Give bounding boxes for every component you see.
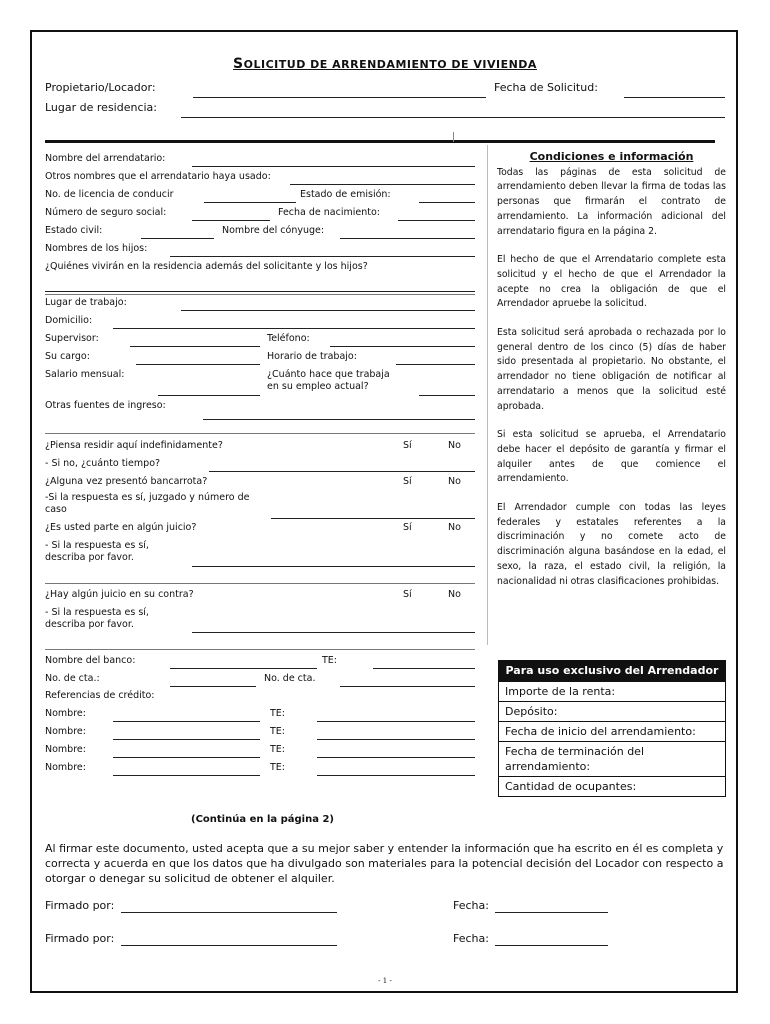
- ref-te-field[interactable]: [317, 739, 475, 740]
- supervisor-field[interactable]: [130, 346, 260, 347]
- stay-yes[interactable]: Sí: [403, 440, 412, 451]
- credit-refs-label: Referencias de crédito:: [45, 690, 155, 701]
- issue-state-label: Estado de emisión:: [300, 189, 391, 200]
- deposit-row[interactable]: Depósito:: [499, 701, 725, 721]
- ref-name-label: Nombre:: [45, 726, 86, 737]
- lawsuit-yes[interactable]: Sí: [403, 522, 412, 533]
- salary-label: Salario mensual:: [45, 369, 125, 380]
- spouse-field[interactable]: [340, 238, 475, 239]
- residence-field[interactable]: [181, 117, 725, 118]
- landlord-only-box: [498, 660, 726, 797]
- tenant-name-field[interactable]: [192, 166, 475, 167]
- signature-date-field[interactable]: [495, 945, 608, 946]
- page-number: - 1 -: [378, 977, 392, 985]
- other-names-field[interactable]: [290, 184, 475, 185]
- conditions-p4: Si esta solicitud se aprueba, el Arrendatario debe hacer el depósito de garantía y firmar el alquiler antes de que comience el arrendamiento.: [497, 429, 726, 485]
- ref-te-field[interactable]: [317, 721, 475, 722]
- occupants-label: ¿Quiénes vivirán en la residencia además del solicitante y los hijos?: [45, 261, 368, 272]
- ssn-label: Número de seguro social:: [45, 207, 167, 218]
- header-divider: [45, 140, 715, 143]
- court-field[interactable]: [271, 518, 475, 519]
- work-address-label: Domicilio:: [45, 315, 93, 326]
- position-label: Su cargo:: [45, 351, 90, 362]
- work-hours-field[interactable]: [396, 364, 475, 365]
- other-income-label: Otras fuentes de ingreso:: [45, 400, 166, 411]
- ref-name-label: Nombre:: [45, 744, 86, 755]
- issue-state-field[interactable]: [419, 202, 475, 203]
- ref-te-label: TE:: [270, 744, 286, 755]
- other-names-label: Otros nombres que el arrendatario haya usado:: [45, 171, 271, 182]
- stay-question: ¿Piensa residir aquí indefinidamente?: [45, 440, 223, 451]
- ref-name-label: Nombre:: [45, 708, 86, 719]
- judgment-describe-field[interactable]: [192, 632, 475, 633]
- salary-field[interactable]: [158, 395, 260, 396]
- bank-te-label: TE:: [322, 655, 338, 666]
- how-long-field[interactable]: [209, 471, 475, 472]
- lawsuit-no[interactable]: No: [448, 522, 461, 533]
- ref-name-field[interactable]: [113, 775, 260, 776]
- tenure-label-2: en su empleo actual?: [267, 381, 369, 392]
- supervisor-label: Supervisor:: [45, 333, 99, 344]
- work-address-field[interactable]: [113, 328, 475, 329]
- bank-te-field[interactable]: [373, 668, 475, 669]
- signed-by-label: Firmado por:: [45, 899, 115, 912]
- page-title: SOLICITUD DE ARRENDAMIENTO DE VIVIENDA: [233, 56, 537, 72]
- judgment-no[interactable]: No: [448, 589, 461, 600]
- continue-note: (Continúa en la página 2): [191, 814, 334, 825]
- tenure-field[interactable]: [419, 395, 475, 396]
- lease-start-row[interactable]: Fecha de inicio del arrendamiento:: [499, 721, 725, 741]
- application-date-label: Fecha de Solicitud:: [494, 81, 598, 94]
- ref-te-label: TE:: [270, 762, 286, 773]
- ref-te-label: TE:: [270, 726, 286, 737]
- account-label: No. de cta.:: [45, 673, 100, 684]
- tenure-label-1: ¿Cuánto hace que trabaja: [267, 369, 390, 380]
- lease-end-row[interactable]: Fecha de terminación del arrendamiento:: [499, 741, 725, 776]
- signature-date-label: Fecha:: [453, 899, 489, 912]
- tenant-name-label: Nombre del arrendatario:: [45, 153, 166, 164]
- occupants-count-row[interactable]: Cantidad de ocupantes:: [499, 776, 725, 796]
- work-hours-label: Horario de trabajo:: [267, 351, 357, 362]
- civil-status-label: Estado civil:: [45, 225, 103, 236]
- bankruptcy-question: ¿Alguna vez presentó bancarrota?: [45, 476, 208, 487]
- ref-name-label: Nombre:: [45, 762, 86, 773]
- judgment-yes[interactable]: Sí: [403, 589, 412, 600]
- bankruptcy-yes[interactable]: Sí: [403, 476, 412, 487]
- rent-amount-row[interactable]: Importe de la renta:: [499, 681, 725, 701]
- stay-no[interactable]: No: [448, 440, 461, 451]
- conditions-p5: El Arrendador cumple con todas las leyes federales y estatales referentes a la discriminación y no comete acto de discriminación alguna basándose en la edad, el sexo, la raza, el estado civil, la religión, la nacionalidad ni otras clasificaciones prohibidas.: [497, 502, 726, 587]
- lawsuit-question: ¿Es usted parte en algún juicio?: [45, 522, 197, 533]
- application-date-field[interactable]: [624, 97, 725, 98]
- occupants-field[interactable]: [45, 291, 475, 292]
- other-income-field[interactable]: [203, 419, 475, 420]
- account-field[interactable]: [170, 686, 256, 687]
- civil-status-field[interactable]: [141, 238, 214, 239]
- lawsuit-describe-2: describa por favor.: [45, 552, 134, 563]
- conditions-p2: El hecho de que el Arrendatario complete esta solicitud y el hecho de que el Arrendador la acepte no crea la obligación de que el Arrendador apruebe la solicitud.: [497, 254, 726, 310]
- children-field[interactable]: [170, 256, 475, 257]
- workplace-label: Lugar de trabajo:: [45, 297, 127, 308]
- owner-label: Propietario/Locador:: [45, 81, 156, 94]
- account2-label: No. de cta.: [264, 673, 316, 684]
- ref-te-field[interactable]: [317, 775, 475, 776]
- conditions-p1: Todas las páginas de esta solicitud de arrendamiento deben llevar la firma de todas las personas que firmarán el contrato de arrendamiento. La información adicional del arrendatario figura en la página 2.: [497, 166, 726, 237]
- account2-field[interactable]: [340, 686, 475, 687]
- bank-name-field[interactable]: [170, 668, 317, 669]
- license-field[interactable]: [204, 202, 296, 203]
- agreement-text: Al firmar este documento, usted acepta que a su mejor saber y entender la información que ha escrito en él es completa y correcta y acuerda en que los datos que ha divulgado son materiales para la potencial decisión del Locador con respecto a otorgar o denegar su solicitud de obtener el alquiler.: [45, 842, 724, 885]
- signature-date-field[interactable]: [495, 912, 608, 913]
- ref-te-label: TE:: [270, 708, 286, 719]
- judgment-describe-2: describa por favor.: [45, 619, 134, 630]
- ssn-field[interactable]: [192, 220, 270, 221]
- signature-field[interactable]: [121, 945, 337, 946]
- children-label: Nombres de los hijos:: [45, 243, 148, 254]
- ref-name-field[interactable]: [113, 721, 260, 722]
- ref-name-field[interactable]: [113, 739, 260, 740]
- court-label-2: caso: [45, 504, 67, 515]
- residence-label: Lugar de residencia:: [45, 101, 158, 114]
- court-label-1: -Si la respuesta es sí, juzgado y número de: [45, 492, 250, 503]
- bankruptcy-no[interactable]: No: [448, 476, 461, 487]
- work-phone-label: Teléfono:: [267, 333, 310, 344]
- ref-name-field[interactable]: [113, 757, 260, 758]
- bank-name-label: Nombre del banco:: [45, 655, 136, 666]
- judgment-describe-1: - Si la respuesta es sí,: [45, 607, 149, 618]
- spouse-label: Nombre del cónyuge:: [222, 225, 325, 236]
- conditions-title: Condiciones e información: [529, 150, 694, 163]
- lawsuit-describe-1: - Si la respuesta es sí,: [45, 540, 149, 551]
- judgment-question: ¿Hay algún juicio en su contra?: [45, 589, 194, 600]
- owner-field[interactable]: [193, 97, 486, 98]
- work-phone-field[interactable]: [330, 346, 475, 347]
- how-long-label: - Si no, ¿cuánto tiempo?: [45, 458, 161, 469]
- ref-te-field[interactable]: [317, 757, 475, 758]
- signature-date-label: Fecha:: [453, 932, 489, 945]
- birth-date-label: Fecha de nacimiento:: [278, 207, 380, 218]
- birth-date-field[interactable]: [398, 220, 475, 221]
- landlord-box-title: Para uso exclusivo del Arrendador: [499, 661, 725, 681]
- workplace-field[interactable]: [181, 310, 475, 311]
- conditions-panel: [497, 150, 726, 589]
- lawsuit-describe-field[interactable]: [192, 566, 475, 567]
- license-label: No. de licencia de conducir: [45, 189, 174, 200]
- signature-field[interactable]: [121, 912, 337, 913]
- signed-by-label: Firmado por:: [45, 932, 115, 945]
- conditions-p3: Esta solicitud será aprobada o rechazada por lo general dentro de los cinco (5) días de haber sido presentada al propietario. No obstante, el arrendador no tiene obligación de notificar al arrendatario a menos que la solicitud esté aprobada.: [497, 327, 726, 412]
- position-field[interactable]: [136, 364, 260, 365]
